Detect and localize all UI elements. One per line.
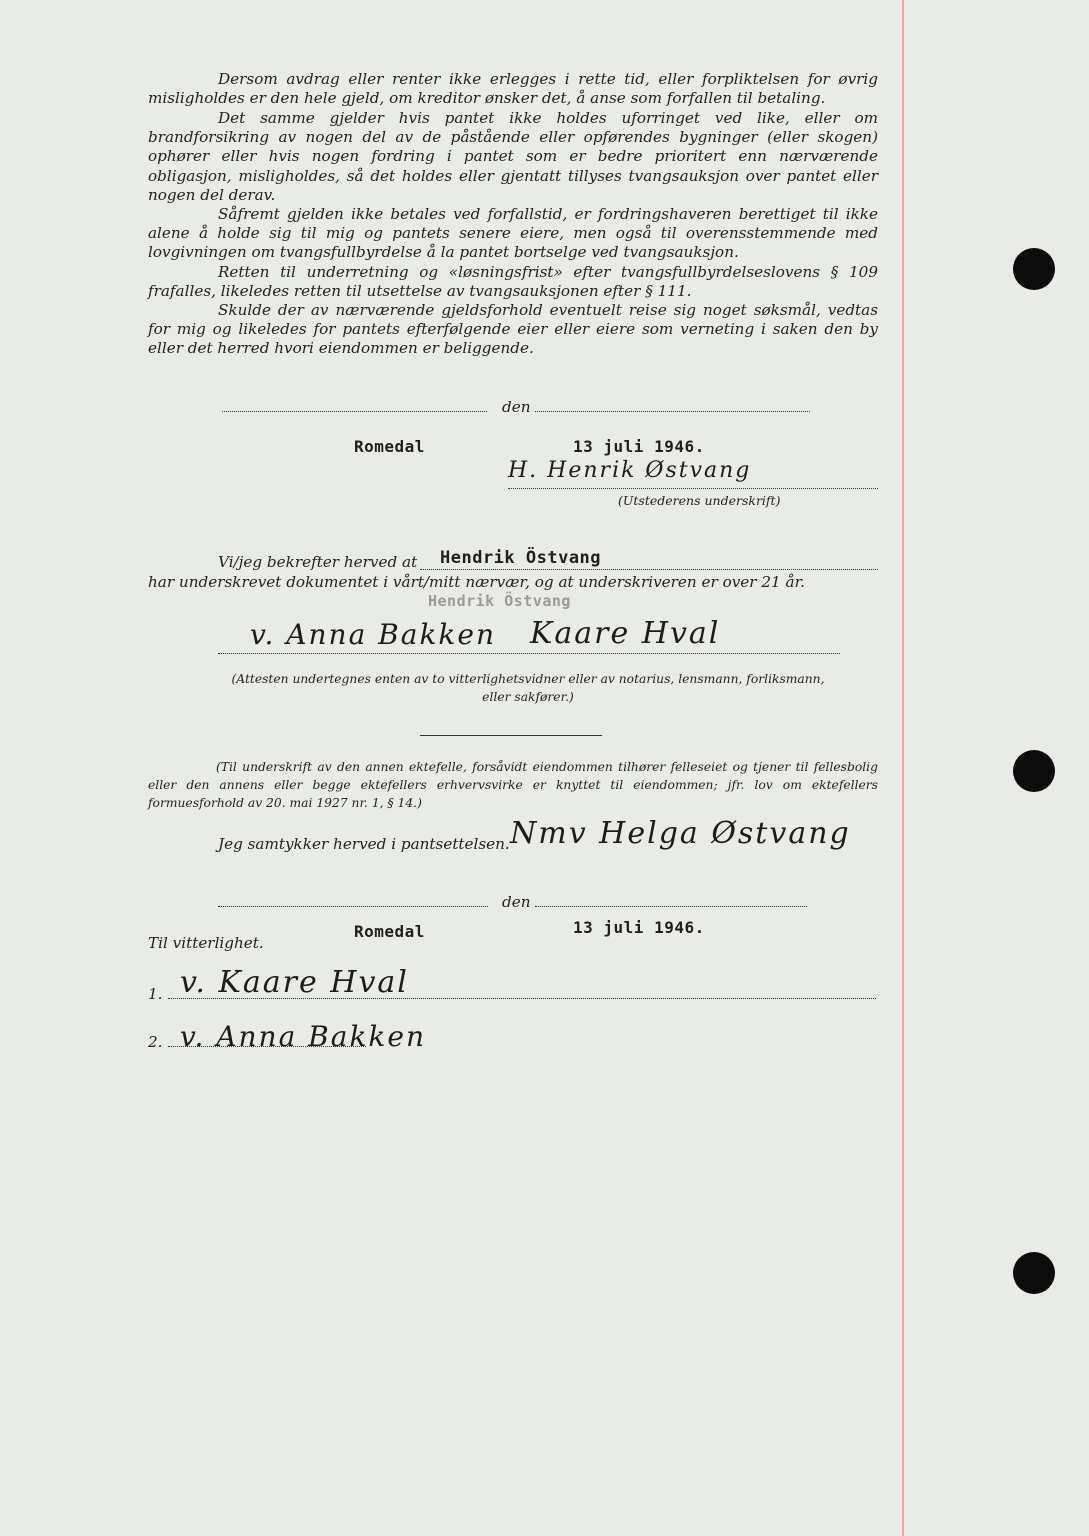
consent-text: Jeg samtykker herved i pantsettelsen. xyxy=(218,835,510,853)
witness-signature-1: v. Kaare Hval xyxy=(180,965,409,1000)
witness-num-1: 1. xyxy=(148,985,163,1003)
clause-notice: Retten til underretning og «løsningsfrist» efter tvangsfullbyrdelseslovens § 109 frafalles, likeledes retten til utsettelse av tvangsauksjonen efter § 111. xyxy=(148,263,878,301)
den-label-2: den xyxy=(502,893,531,911)
punch-hole xyxy=(1013,1252,1055,1294)
issuer-date: 13 juli 1946. xyxy=(573,437,705,456)
confirm-line2: har underskrevet dokumentet i vårt/mitt nærvær, og at underskriveren er over 21 år. xyxy=(148,573,806,591)
attest-note: (Attesten undertegnes enten av to vitterlighetsvidner eller av notarius, lensmann, forliksmann, eller sakfører.) xyxy=(231,672,825,704)
witness-num-2: 2. xyxy=(148,1033,163,1051)
spouse-date: 13 juli 1946. xyxy=(573,918,705,937)
den-label: den xyxy=(502,398,531,416)
date-line-2 xyxy=(535,906,807,907)
confirm-name: Hendrik Östvang xyxy=(440,548,602,568)
witness-line-1 xyxy=(168,998,876,999)
signature-caption: (Utstederens underskrift) xyxy=(618,493,781,508)
margin-rule xyxy=(902,0,904,1536)
confirm-prefix: Vi/jeg bekrefter herved at xyxy=(218,553,418,571)
spouse-note: (Til underskrift av den annen ektefelle, forsåvidt eiendommen tilhører felleseiet og tjener til fellesbolig eller den annens eller begge ektefellers erhvervsvirke er knyttet til eiendommen; jfr. lov om ektefellers formuesforhold av 20. mai 1927 nr. 1, § 14.) xyxy=(148,760,878,810)
clause-collateral: Det samme gjelder hvis pantet ikke holdes uforringet ved like, eller om brandforsikring av nogen del av de påstående eller opførendes bygninger (eller skogen) ophører eller hvis nogen fordring i pantet som er bedre prioritert enn nærværende obligasjon, misligholdes, så det holdes eller gjentatt tillyses tvangsauksjon over pantet eller nogen del derav. xyxy=(148,109,878,204)
struck-name: Hendrik Östvang xyxy=(428,592,571,610)
consent-signature: Nmv Helga Østvang xyxy=(510,816,851,851)
witness-label: Til vitterlighet. xyxy=(148,934,264,952)
witness-signature-kaare: Kaare Hval xyxy=(530,616,721,651)
date-line xyxy=(535,411,810,412)
issuer-signature: H. Henrik Østvang xyxy=(508,458,752,483)
place-line-2 xyxy=(218,906,488,907)
witness-line-2 xyxy=(168,1046,366,1047)
witness-line xyxy=(218,653,840,654)
clause-default: Dersom avdrag eller renter ikke erlegges i rette tid, eller forpliktelsen for øvrig misligholdes er den hele gjeld, om kreditor ønsker det, å anse som forfallen til betaling. xyxy=(148,70,878,108)
issuer-place: Romedal xyxy=(354,437,425,456)
clause-venue: Skulde der av nærværende gjeldsforhold eventuelt reise sig noget søksmål, vedtas for mig og likeledes for pantets efterfølgende eier eller eiere som verneting i saken den by eller det herred hvori eiendommen er beliggende. xyxy=(148,301,878,358)
separator-line xyxy=(420,735,602,736)
place-line xyxy=(222,411,487,412)
clause-foreclosure: Såfremt gjelden ikke betales ved forfallstid, er fordringshaveren berettiget til ikke alene å holde sig til mig og pantets senere eiere, men også til overensstemmende med lovgivningen om tvangsfullbyrdelse å la pantet bortselge ved tvangsauksjon. xyxy=(148,205,878,262)
punch-hole xyxy=(1013,248,1055,290)
witness-signature-2: v. Anna Bakken xyxy=(180,1020,426,1053)
punch-hole xyxy=(1013,750,1055,792)
spouse-place: Romedal xyxy=(354,922,425,941)
witness-signature-anna: v. Anna Bakken xyxy=(250,618,496,651)
confirm-line xyxy=(420,569,878,570)
signature-line xyxy=(508,488,878,489)
